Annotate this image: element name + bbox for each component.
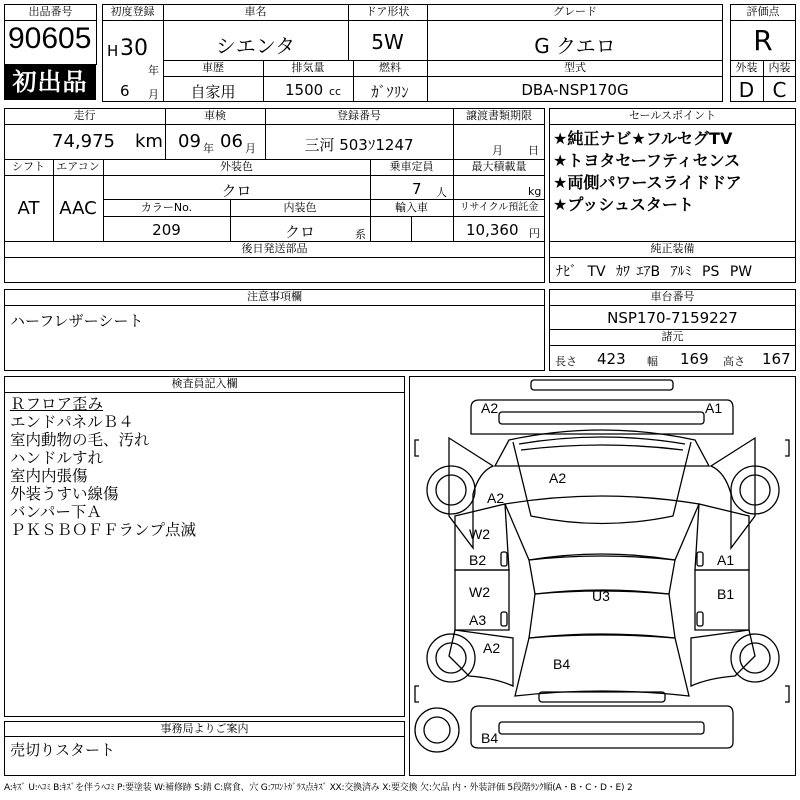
ext-color: クロ xyxy=(221,182,252,200)
displacement-unit: cc xyxy=(329,85,342,98)
damage-mark: W2 xyxy=(469,526,490,542)
inspector-line: 外装うすい線傷 xyxy=(10,485,119,503)
recycle-fee: 10,360 xyxy=(466,221,519,239)
shift: AT xyxy=(17,198,40,219)
ext-score-label: 外装 xyxy=(735,61,758,74)
transfer-day-unit: 日 xyxy=(528,144,539,157)
inspector-line: 室内内張傷 xyxy=(10,467,88,485)
history: 自家用 xyxy=(190,83,236,101)
fuel: ｶﾞｿﾘﾝ xyxy=(371,83,409,101)
legend: A:ｷｽﾞ U:ﾍｺﾐ B:ｷｽﾞを伴うﾍｺﾐ P:要塗装 W:補修跡 S:錆 C:腐食、穴 G:ﾌﾛﾝﾄｶﾞﾗｽ点ｷｽﾞ XX:交換済み X:要交換 欠:欠品 内・外装評価 5段階ﾗﾝｸ順(A・B・C・D・E) 2 xyxy=(4,783,633,793)
lot-number-label: 出品番号 xyxy=(28,5,73,18)
grade-label: グレード xyxy=(553,5,597,18)
damage-mark: A1 xyxy=(705,400,723,416)
recycle-label: リサイクル預託金 xyxy=(459,202,539,213)
damage-mark: A2 xyxy=(487,490,505,506)
height: 167 xyxy=(762,350,791,368)
later-parts-label: 後日発送部品 xyxy=(241,242,308,255)
int-score: C xyxy=(772,78,787,102)
inspection-month: 06 xyxy=(220,131,243,152)
ext-score: D xyxy=(738,78,755,102)
transfer-month-unit: 月 xyxy=(492,144,503,157)
selling-point-item: ★純正ナビ★フルセグTV xyxy=(553,129,733,148)
ext-color-label: 外装色 xyxy=(220,160,253,173)
equipment-item: PW xyxy=(729,264,753,280)
int-color: クロ xyxy=(284,223,315,241)
inspection-month-unit: 月 xyxy=(245,142,256,155)
mileage-label: 走行 xyxy=(73,109,96,122)
model-code: DBA-NSP170G xyxy=(521,81,629,99)
damage-mark: A1 xyxy=(717,552,735,568)
equipment-item: ｶﾜ xyxy=(616,264,631,280)
fuel-label: 燃料 xyxy=(379,61,401,74)
inspector-line: ＰＫＳＢＯＦＦランプ点滅 xyxy=(10,521,197,539)
mileage: 74,975 xyxy=(52,131,115,152)
car-outline xyxy=(409,376,796,776)
damage-mark: A2 xyxy=(549,470,567,486)
inspector-line: バンパー下Ａ xyxy=(10,503,102,521)
year-unit: 年 xyxy=(148,64,159,77)
inspector-line: ハンドルすれ xyxy=(10,449,104,467)
month-unit: 月 xyxy=(148,88,159,101)
displacement-label: 排気量 xyxy=(291,61,325,74)
dimensions-label: 諸元 xyxy=(661,330,684,343)
displacement: 1500 xyxy=(285,81,324,99)
color-no: 209 xyxy=(152,221,181,239)
inspector-line: エンドパネルＢ４ xyxy=(10,413,134,431)
max-load-label: 最大積載量 xyxy=(471,160,527,173)
equipment-item: PS xyxy=(702,264,720,280)
damage-mark: A3 xyxy=(469,612,487,628)
mileage-unit: km xyxy=(135,131,163,152)
inspection-year: 09 xyxy=(178,131,201,152)
history-label: 車歴 xyxy=(202,61,224,74)
damage-mark: A2 xyxy=(483,640,501,656)
inspection-year-unit: 年 xyxy=(203,142,214,155)
capacity-label: 乗車定員 xyxy=(389,160,434,173)
office-label: 事務局よりご案内 xyxy=(160,722,249,735)
selling-points-label: セールスポイント xyxy=(628,109,716,122)
lot-number: 90605 xyxy=(8,22,92,55)
notes-text: ハーフレザーシート xyxy=(10,312,144,330)
chassis-number: NSP170-7159227 xyxy=(607,309,738,327)
aircon: AAC xyxy=(59,198,97,219)
int-color-unit: 系 xyxy=(355,228,366,241)
width: 169 xyxy=(680,350,709,368)
import-label: 輸入車 xyxy=(395,201,428,214)
damage-mark: B4 xyxy=(481,730,499,746)
office-text: 売切りスタート xyxy=(10,741,116,759)
inspector-label: 検査員記入欄 xyxy=(171,377,238,390)
grade: G クエロ xyxy=(534,34,616,58)
shift-label: シフト xyxy=(12,160,45,173)
door-label: ドア形状 xyxy=(365,5,410,18)
model-label: 型式 xyxy=(564,61,586,74)
reg-year: 30 xyxy=(120,36,148,61)
reg-number-label: 登録番号 xyxy=(337,109,381,122)
car-name-label: 車名 xyxy=(244,5,267,18)
equipment-list xyxy=(556,261,752,281)
chassis-label: 車台番号 xyxy=(650,290,695,303)
int-color-label: 内装色 xyxy=(283,201,317,214)
overall-score: R xyxy=(753,24,773,57)
car-diagram xyxy=(409,376,796,776)
max-load-unit: kg xyxy=(528,185,542,198)
damage-mark: U3 xyxy=(592,588,610,604)
int-score-label: 内装 xyxy=(768,61,791,74)
damage-mark: B2 xyxy=(469,552,487,568)
selling-point-item: ★両側パワースライドドア xyxy=(553,173,742,192)
first-reg-label: 初度登録 xyxy=(110,5,155,18)
selling-point-item: ★トヨタセーフティセンス xyxy=(553,151,741,170)
damage-mark: A2 xyxy=(481,400,499,416)
first-listing-badge: 初出品 xyxy=(4,64,96,100)
selling-point-item: ★プッシュスタート xyxy=(553,195,694,214)
reg-number: 三河 503ｿ1247 xyxy=(304,136,414,154)
length: 423 xyxy=(597,350,626,368)
equipment-label: 純正装備 xyxy=(650,242,695,255)
height-label: 高さ xyxy=(723,355,745,368)
equipment-item: ﾅﾋﾞ xyxy=(556,264,577,280)
reg-month: 6 xyxy=(120,82,130,100)
damage-mark: B1 xyxy=(717,586,735,602)
equipment-item: TV xyxy=(587,264,606,280)
score-label: 評価点 xyxy=(746,5,780,18)
equipment-item: ｴｱB xyxy=(636,264,661,280)
damage-mark: B4 xyxy=(553,656,571,672)
door-type: 5W xyxy=(371,30,404,54)
capacity: 7 xyxy=(412,180,422,198)
length-label: 長さ xyxy=(555,355,577,368)
transfer-deadline-label: 譲渡書類期限 xyxy=(466,109,532,122)
inspector-line: 室内動物の毛、汚れ xyxy=(10,431,150,449)
aircon-label: エアコン xyxy=(56,160,100,173)
inspector-line: Ｒフロア歪み xyxy=(10,395,104,413)
car-name: シエンタ xyxy=(215,34,296,58)
equipment-item: ｱﾙﾐ xyxy=(670,264,692,280)
capacity-unit: 人 xyxy=(436,186,447,199)
notes-label: 注意事項欄 xyxy=(247,290,302,303)
color-no-label: カラーNo. xyxy=(140,201,193,214)
inspection-label: 車検 xyxy=(204,109,226,122)
era: H xyxy=(107,42,119,60)
width-label: 幅 xyxy=(647,355,658,368)
recycle-unit: 円 xyxy=(529,227,540,240)
damage-mark: W2 xyxy=(469,584,490,600)
